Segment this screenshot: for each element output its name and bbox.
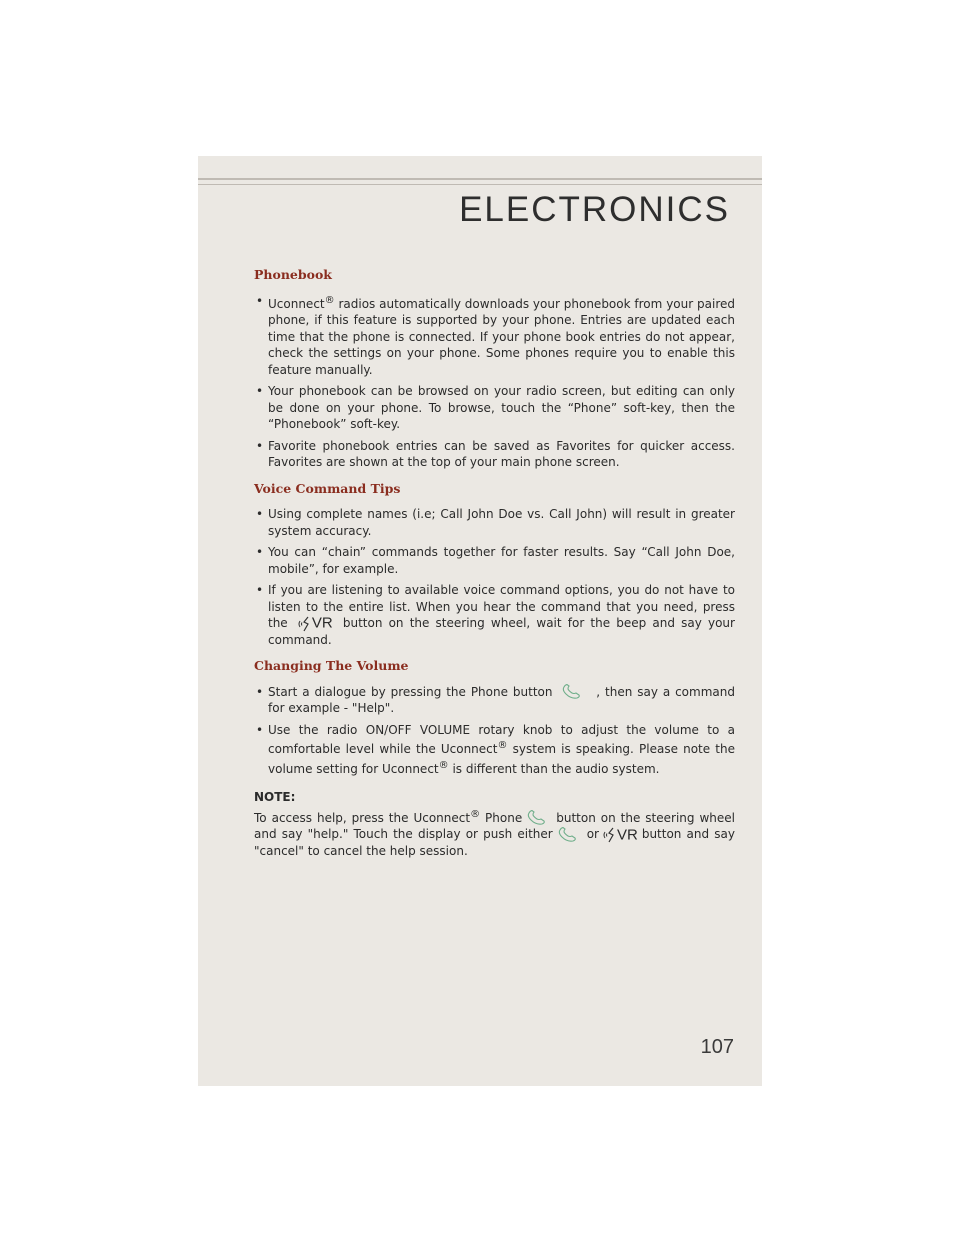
voice-tips-list xyxy=(254,506,735,648)
list-item: • Uconnect® radios automatically downloads your phonebook from your paired phone, if this feature is supported by your phone. Entries are updated each time that the phone is connected. If your phone book entries do not appear, check the settings on your phone. Some phones require you to enable this feature manually. xyxy=(254,293,735,379)
list-item: • Your phonebook can be browsed on your radio screen, but editing can only be done on your phone. To browse, touch the “Phone” soft-key, then the “Phonebook” soft-key. xyxy=(254,383,735,433)
header-rule-thin xyxy=(198,184,762,185)
note-text: To access help, press the Uconnect® Phone button on the steering wheel and say "help." Touch the display or push either or VR button and say "cancel" to cancel the help session. xyxy=(254,808,735,859)
heading-voice-command-tips: Voice Command Tips xyxy=(254,480,401,496)
heading-phonebook: Phonebook xyxy=(254,267,332,282)
registered-mark: ® xyxy=(470,808,481,820)
list-item: • Using complete names (i.e; Call John Doe vs. Call John) will result in greater system accuracy. xyxy=(254,506,735,539)
voice-recognition-icon: VR xyxy=(603,827,638,844)
list-item: • Favorite phonebook entries can be saved as Favorites for quicker access. Favorites are shown at the top of your main phone screen. xyxy=(254,438,735,471)
list-item: • Start a dialogue by pressing the Phone button , then say a command for example - "Help". xyxy=(254,684,735,717)
phonebook-list xyxy=(254,293,735,471)
page-content xyxy=(254,267,735,860)
registered-mark: ® xyxy=(438,759,449,771)
volume-list xyxy=(254,684,735,778)
voice-recognition-icon: VR xyxy=(298,615,333,632)
note-label: NOTE: xyxy=(254,790,296,805)
registered-mark: ® xyxy=(497,740,508,752)
list-item: • You can “chain” commands together for faster results. Say “Call John Doe, mobile”, for example. xyxy=(254,544,735,577)
list-item: • Use the radio ON/OFF VOLUME rotary knob to adjust the volume to a comfortable level while the Uconnect® system is speaking. Please note the volume setting for Uconnect® is different than the audio system. xyxy=(254,722,735,778)
page-number: 107 xyxy=(700,1036,734,1058)
phone-icon xyxy=(526,810,552,826)
manual-page xyxy=(198,156,762,1086)
phone-icon xyxy=(561,684,587,700)
header-rule xyxy=(198,178,762,180)
registered-mark: ® xyxy=(324,294,335,306)
phone-icon xyxy=(557,827,583,843)
list-item: • If you are listening to available voice command options, you do not have to listen to the entire list. When you hear the command that you need, press the VR button on the steering wheel, wait for the beep and say your command. xyxy=(254,582,735,648)
section-title: ELECTRONICS xyxy=(459,190,730,229)
heading-changing-the-volume: Changing The Volume xyxy=(254,658,409,674)
